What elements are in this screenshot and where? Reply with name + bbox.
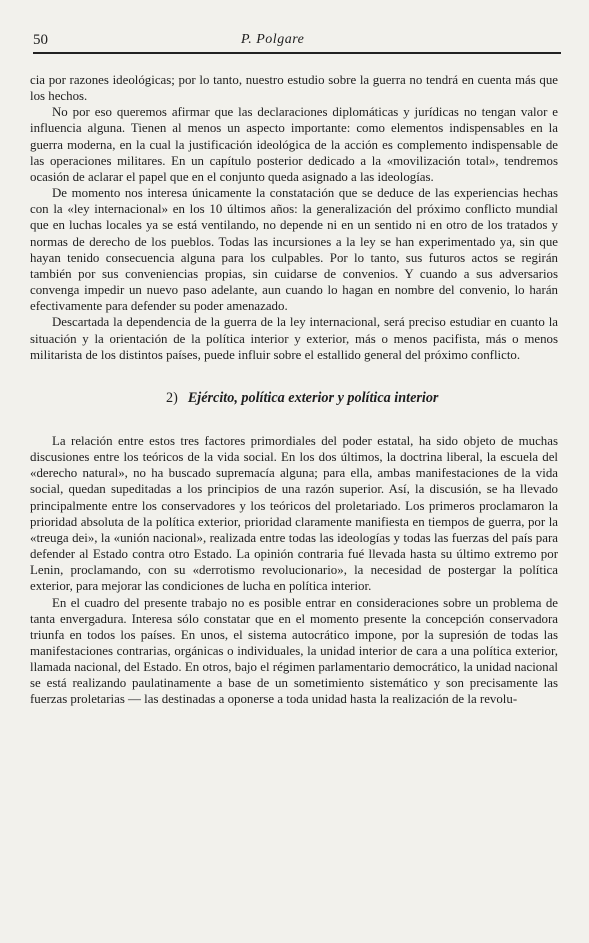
running-head: P. Polgare <box>241 32 305 47</box>
paragraph: En el cuadro del presente trabajo no es posible entrar en consideraciones sobre un problema de tanta envergadura. Interesa sólo constatar que en el momento presente la concepción conservadora triunfa en todos los países. En unos, el sistema autocrático impone, por la supresión de todas las manifestaciones contrarias, orgánicas o individuales, la unidad interior de cara a una política exterior, llamada nacional, del Estado. En otros, bajo el régimen parlamentario democrático, la unidad nacional se está realizando paulatinamente a base de un sometimiento sistemático y son precisamente las fuerzas proletarias — las destinadas a oponerse a toda unidad hasta la realización de la revolu- <box>30 595 558 707</box>
body-text <box>30 72 558 708</box>
paragraph: De momento nos interesa únicamente la constatación que se deduce de las experiencias hechas con la «ley internacional» en los 10 últimos años: la generalización del próximo conflicto mundial que en luchas locales ya se está ventilando, no depende ni en un sentido ni en otro de los tratados y normas de derecho de los pueblos. Todas las incursiones a la ley se han experimentado ya, sin que hayan tenido consecuencia alguna para los culpables. Por lo tanto, sus futuros actos se regirán también por sus conveniencias propias, sin cuidarse de convenios. Y cuando a sus adversarios convenga impedir un nuevo paso adelante, aun cuando lo hagan en nombre del convenio, lo harán efectivamente para defender su poder amenazado. <box>30 186 558 314</box>
section-title: Ejército, política exterior y política interior <box>187 389 439 406</box>
page-number: 50 <box>33 32 48 48</box>
paragraph: La relación entre estos tres factores primordiales del poder estatal, ha sido objeto de muchas discusiones entre los teóricos de la vida social. En los dos últimos, la doctrina liberal, la escuela del «derecho natural», no ha buscado supremacía alguna; para ella, ambas manifestaciones de la vida social, quedan supeditadas a los principios de una razón superior. Así, la discusión, se ha llevado principalmente entre los conservadores y los teóricos del proletariado. Los primeros proclamaron la prioridad absoluta de la política exterior, prioridad claramente manifiesta en tiempos de guerra, por la «treuga dei», la «unión nacional», realizada entre todas las ideologías y todas las fuerzas del país para defender al Estado contra otro Estado. La opinión contraria fué llevada hasta su último extremo por Lenin, proclamando, con su «derrotismo revolucionario», la necesidad de postergar la política exterior, para mejorar las condiciones de lucha en política interior. <box>30 433 558 594</box>
paragraph: No por eso queremos afirmar que las declaraciones diplomáticas y jurídicas no tengan valor e influencia alguna. Tienen al menos un aspecto importante: como elementos indispensables en la guerra moderna, en la cual la justificación ideológica de la acción es complemento indispensable de las operaciones militares. En un capítulo posterior dedicado a la «movilización total», tendremos ocasión de aclarar el papel que en el conjunto queda asignado a las ideologías. <box>30 105 558 184</box>
paragraph: cia por razones ideológicas; por lo tanto, nuestro estudio sobre la guerra no tendrá en cuenta más que los hechos. <box>30 73 558 104</box>
section-heading <box>30 390 558 406</box>
paragraph: Descartada la dependencia de la guerra de la ley internacional, será preciso estudiar en cuanto la situación y la orientación de la política interior y exterior, más o menos pacifista, más o menos militarista de los distintos países, puede influir sobre el estallido general del próximo conflicto. <box>30 315 558 362</box>
page-header <box>33 30 561 54</box>
section-number: 2) <box>166 389 178 406</box>
section-body <box>30 433 558 708</box>
